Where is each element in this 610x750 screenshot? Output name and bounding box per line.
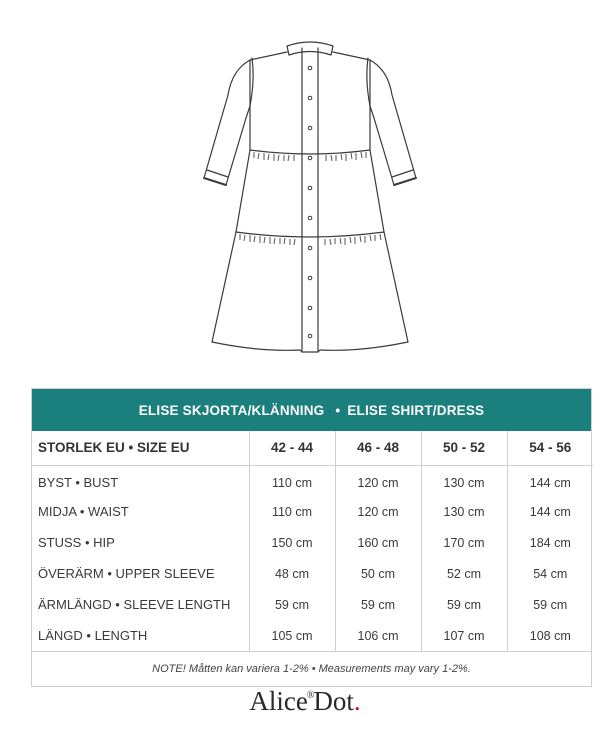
measurement-cell: 170 cm	[421, 527, 507, 558]
measurement-cell: 106 cm	[335, 620, 421, 651]
measurement-cell: 160 cm	[335, 527, 421, 558]
measurement-cell: 59 cm	[249, 589, 335, 620]
table-row	[32, 620, 593, 651]
measurement-cell: 105 cm	[249, 620, 335, 651]
measurement-cell: 59 cm	[421, 589, 507, 620]
table-row	[32, 589, 593, 620]
brand-logo	[0, 686, 610, 717]
row-label: ÄRMLÄNGD • SLEEVE LENGTH	[38, 597, 231, 612]
measurement-cell: 110 cm	[249, 465, 335, 496]
measurements-table	[32, 431, 593, 651]
row-label: STUSS • HIP	[38, 535, 115, 550]
measurement-cell: 110 cm	[249, 496, 335, 527]
table-row	[32, 496, 593, 527]
measurement-cell: 150 cm	[249, 527, 335, 558]
measurement-cell: 144 cm	[507, 496, 593, 527]
brand-name-part2: Dot	[313, 686, 354, 716]
table-title-bar	[32, 389, 591, 431]
table-title-separator: •	[335, 402, 341, 418]
measurement-cell: 54 cm	[507, 558, 593, 589]
row-label: ÖVERÄRM • UPPER SLEEVE	[38, 566, 215, 581]
measurement-cell: 108 cm	[507, 620, 593, 651]
measurement-cell: 107 cm	[421, 620, 507, 651]
measurement-cell: 59 cm	[335, 589, 421, 620]
measurement-cell: 52 cm	[421, 558, 507, 589]
size-label: STORLEK EU • SIZE EU	[38, 440, 190, 456]
measurement-cell: 184 cm	[507, 527, 593, 558]
measurement-cell: 144 cm	[507, 465, 593, 496]
size-header-row	[32, 431, 593, 465]
size-table	[31, 388, 592, 687]
table-title-english: ELISE SHIRT/DRESS	[347, 402, 485, 418]
table-title-swedish: ELISE SKJORTA/KLÄNNING	[138, 402, 325, 418]
table-row	[32, 558, 593, 589]
size-column-header: 50 - 52	[421, 431, 507, 465]
brand-dot: .	[353, 686, 361, 716]
size-column-header: 54 - 56	[507, 431, 593, 465]
size-column-header: 46 - 48	[335, 431, 421, 465]
measurement-cell: 130 cm	[421, 496, 507, 527]
measurement-note: NOTE! Måtten kan variera 1-2% • Measurements may vary 1-2%.	[32, 651, 591, 686]
row-label: MIDJA • WAIST	[38, 504, 129, 519]
measurement-cell: 48 cm	[249, 558, 335, 589]
table-row	[32, 465, 593, 496]
measurement-cell: 59 cm	[507, 589, 593, 620]
measurement-cell: 120 cm	[335, 496, 421, 527]
measurement-cell: 130 cm	[421, 465, 507, 496]
size-column-header: 42 - 44	[249, 431, 335, 465]
row-label: BYST • BUST	[38, 475, 119, 491]
measurement-cell: 120 cm	[335, 465, 421, 496]
measurement-cell: 50 cm	[335, 558, 421, 589]
brand-registered-mark: ®	[306, 690, 315, 701]
brand-name-part1: Alice	[249, 686, 308, 716]
table-row	[32, 527, 593, 558]
row-label: LÄNGD • LENGTH	[38, 628, 148, 643]
